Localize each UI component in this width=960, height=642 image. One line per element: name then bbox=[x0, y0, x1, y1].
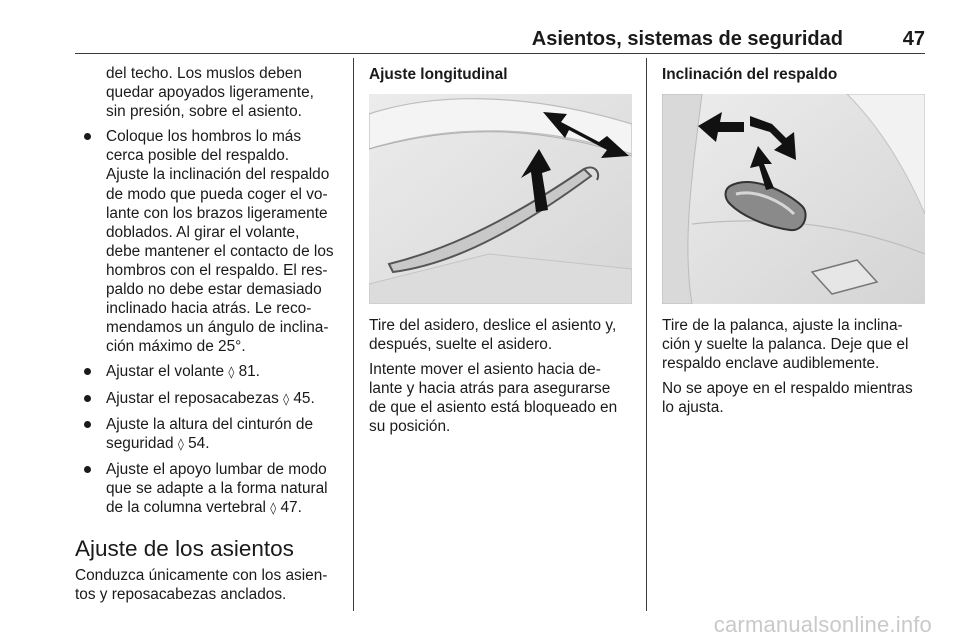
text-line: lante con los brazos ligeramente bbox=[106, 204, 328, 222]
text-line: quedar apoyados ligeramente, bbox=[106, 84, 314, 102]
text-line: debe mantener el contacto de los bbox=[106, 242, 334, 260]
bullet-text: de la columna vertebral bbox=[106, 498, 266, 516]
paragraph bbox=[369, 360, 634, 436]
page-ref-icon: ◊ bbox=[283, 391, 290, 406]
text-line: Ajuste la altura del cinturón de bbox=[106, 415, 314, 433]
text-line bbox=[106, 434, 347, 454]
text-line: después, suelte el asidero. bbox=[369, 336, 553, 354]
bullet-item bbox=[75, 127, 347, 356]
text-line: inclinado hacia atrás. Le reco- bbox=[106, 300, 312, 318]
bullet-dot bbox=[84, 466, 91, 473]
text-line bbox=[106, 362, 347, 382]
bullet-item bbox=[75, 460, 347, 518]
bullet-dot bbox=[84, 421, 91, 428]
bullet-item bbox=[75, 362, 347, 382]
page-ref[interactable]: 54. bbox=[188, 434, 210, 452]
text-line: su posición. bbox=[369, 418, 451, 436]
backrest-recline-figure bbox=[662, 94, 925, 304]
text-line: de que el asiento está bloqueado en bbox=[369, 399, 618, 417]
subsection-title: Inclinación del respaldo bbox=[662, 66, 838, 83]
paragraph bbox=[369, 316, 634, 354]
bullet-text: seguridad bbox=[106, 434, 174, 452]
text-line: lante y hacia atrás para asegurarse bbox=[369, 380, 611, 398]
paragraph bbox=[662, 379, 930, 417]
text-line: hombros con el respaldo. El res- bbox=[106, 261, 328, 279]
text-line: Tire del asidero, deslice el asiento y, bbox=[369, 317, 617, 334]
text-line: de modo que pueda coger el vo- bbox=[106, 185, 328, 203]
column-left bbox=[75, 64, 347, 604]
text-line: doblados. Al girar el volante, bbox=[106, 223, 300, 241]
text-line: respaldo enclave audiblemente. bbox=[662, 355, 880, 373]
text-line: ción y suelte la palanca. Deje que el bbox=[662, 336, 909, 354]
text-line: Intente mover el asiento hacia de- bbox=[369, 361, 601, 379]
page-number: 47 bbox=[902, 28, 925, 50]
bullet-item bbox=[75, 389, 347, 409]
text-line: tos y reposacabezas anclados. bbox=[75, 586, 287, 604]
column-right bbox=[662, 64, 930, 417]
page-ref-icon: ◊ bbox=[228, 365, 235, 380]
text-line: ción máximo de 25°. bbox=[106, 338, 246, 356]
subsection-title: Ajuste longitudinal bbox=[369, 66, 508, 83]
text-line: paldo no debe estar demasiado bbox=[106, 281, 322, 299]
bullet-dot bbox=[84, 133, 91, 140]
section-title: Ajuste de los asientos bbox=[75, 536, 294, 562]
page-ref[interactable]: 45. bbox=[293, 389, 315, 407]
text-line: sin presión, sobre el asiento. bbox=[106, 103, 302, 121]
header-title: Asientos, sistemas de seguridad bbox=[531, 28, 843, 50]
text-line bbox=[106, 498, 347, 518]
text-line: Ajuste el apoyo lumbar de modo bbox=[106, 460, 327, 478]
text-line: del techo. Los muslos deben bbox=[106, 65, 302, 82]
watermark: carmanualsonline.info bbox=[713, 612, 932, 637]
page-header bbox=[75, 28, 925, 54]
column-divider-2 bbox=[646, 58, 647, 611]
text-line: Coloque los hombros lo más bbox=[106, 128, 302, 146]
bullet-text: Ajustar el volante bbox=[106, 363, 225, 381]
column-divider-1 bbox=[353, 58, 354, 611]
page-ref[interactable]: 81. bbox=[238, 363, 260, 381]
text-line: cerca posible del respaldo. bbox=[106, 147, 290, 165]
text-line: Conduzca únicamente con los asien- bbox=[75, 567, 328, 585]
seat-slide-figure bbox=[369, 94, 632, 304]
page-ref-icon: ◊ bbox=[177, 436, 184, 451]
bullet-item bbox=[75, 415, 347, 454]
page-ref[interactable]: 47. bbox=[280, 498, 302, 516]
bullet-dot bbox=[84, 368, 91, 375]
text-line: mendamos un ángulo de inclina- bbox=[106, 319, 329, 337]
section-text bbox=[75, 566, 347, 604]
column-middle bbox=[369, 64, 634, 437]
text-line: Tire de la palanca, ajuste la inclina- bbox=[662, 317, 903, 334]
bullet-dot bbox=[84, 395, 91, 402]
text-line bbox=[106, 389, 347, 409]
page-ref-icon: ◊ bbox=[270, 500, 277, 515]
continuation-text bbox=[75, 64, 347, 121]
bullet-text: Ajustar el reposacabezas bbox=[106, 389, 279, 407]
text-line: lo ajusta. bbox=[662, 399, 724, 417]
text-line: No se apoye en el respaldo mientras bbox=[662, 380, 913, 398]
text-line: Ajuste la inclinación del respaldo bbox=[106, 166, 330, 184]
paragraph bbox=[662, 316, 930, 373]
text-line: que se adapte a la forma natural bbox=[106, 479, 328, 497]
